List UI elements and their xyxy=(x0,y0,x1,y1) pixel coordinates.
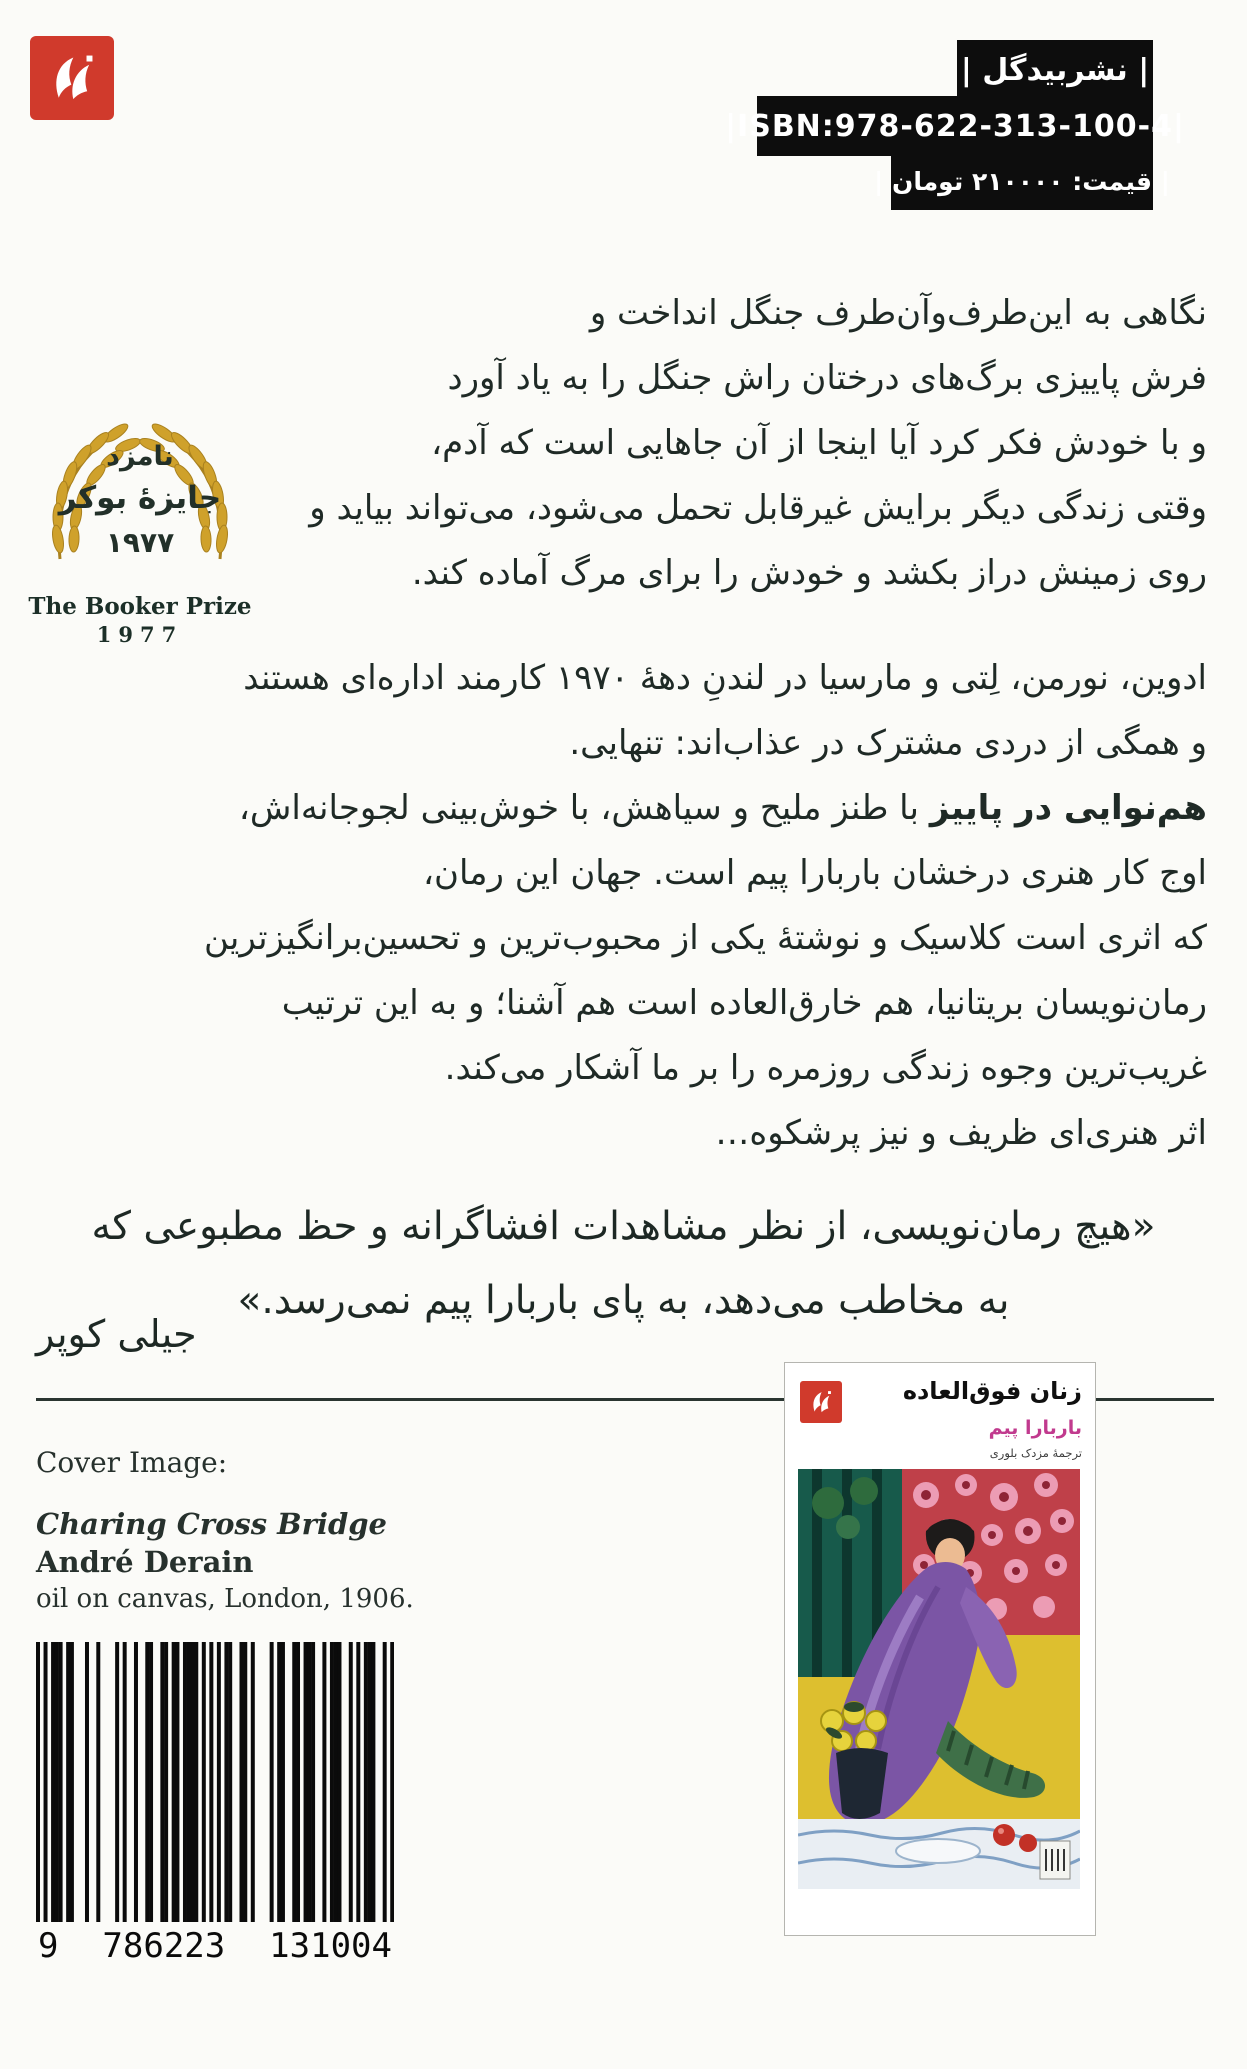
quote-line: «هیچ رمان‌نویسی، از نظر مشاهدات افشاگرانه و حظ مطبوعی که xyxy=(91,1204,1156,1249)
credit-label: Cover Image: xyxy=(36,1446,228,1479)
badge-year-fa-text: ۱۹۷۷ xyxy=(105,526,175,559)
cover-image-credit xyxy=(36,1446,414,1617)
blurb-text xyxy=(60,646,1207,1166)
book-title-bold: هم‌نوایی در پاییز xyxy=(929,788,1207,828)
badge-prize-fa-text: جایزهٔ بوکر xyxy=(58,480,222,516)
excerpt-line: فرش پاییزی برگ‌های درختان راش جنگل را به یاد آورد xyxy=(447,358,1207,398)
bidgol-bird-icon xyxy=(805,1386,837,1418)
credit-artist: André Derain xyxy=(36,1545,254,1579)
blurb-line: غریب‌ترین وجوه زندگی روزمره را بر ما آشکار می‌کند. xyxy=(444,1048,1207,1088)
excerpt-line: و با خودش فکر کرد آیا اینجا از آن جاهایی است که آدم، xyxy=(431,423,1207,463)
front-cover-header xyxy=(798,1377,1082,1460)
booker-prize-badge xyxy=(24,415,256,647)
blurb-line: اثر هنری‌ای ظریف و نیز پرشکوه… xyxy=(715,1113,1207,1153)
quote-line: به مخاطب می‌دهد، به پای باربارا پیم نمی‌رسد.» xyxy=(237,1278,1010,1323)
excerpt-line: روی زمینش دراز بکشد و خودش را برای مرگ آماده کند. xyxy=(411,553,1207,593)
badge-prize-en-text: The Booker Prize xyxy=(28,593,252,620)
credit-painting-title: Charing Cross Bridge xyxy=(36,1507,387,1541)
cover-painting xyxy=(798,1469,1080,1889)
price-box: | قیمت: ۲۱۰۰۰۰ تومان | xyxy=(891,152,1153,210)
blurb-line: اوج کار هنری درخشان باربارا پیم است. جهان این رمان، xyxy=(423,853,1207,893)
review-quote xyxy=(40,1190,1207,1338)
bidgol-bird-icon xyxy=(39,45,105,111)
quote-attribution: جیلی کوپر xyxy=(36,1312,197,1356)
blurb-line: ادوین، نورمن، لِتی و مارسیا در لندنِ دهۀ ۱۹۷۰ کارمند اداره‌ای هستند xyxy=(243,658,1207,698)
series-title: زنان فوق‌العاده xyxy=(902,1377,1082,1405)
badge-year-en-text: 1977 xyxy=(96,622,184,647)
publisher-logo-small xyxy=(800,1381,842,1423)
blurb-line: رمان‌نویسان بریتانیا، هم خارق‌العاده است هم آشنا؛ و به این ترتیب xyxy=(281,983,1207,1023)
blurb-line: و همگی از دردی مشترک در عذاب‌اند: تنهایی. xyxy=(569,723,1207,763)
badge-nominee-text: نامزد xyxy=(106,441,174,472)
barcode-digits: 9 786223 131004 xyxy=(38,1926,392,1966)
blurb-line: که اثری است کلاسیک و نوشتهٔ یکی از محبوب‌ترین و تحسین‌برانگیزترین xyxy=(204,918,1207,958)
translator-name: ترجمهٔ مزدک بلوری xyxy=(989,1446,1082,1460)
barcode xyxy=(36,1642,394,1966)
publisher-name-box: | نشربیدگل | xyxy=(957,40,1153,100)
publisher-logo xyxy=(30,36,114,120)
excerpt-line: وقتی زندگی دیگر برایش غیرقابل تحمل می‌شود، می‌تواند بیاید و xyxy=(309,488,1207,528)
credit-medium: oil on canvas, London, 1906. xyxy=(36,1584,414,1614)
barcode-bars xyxy=(36,1642,394,1922)
blurb-line: هم‌نوایی در پاییز با طنز ملیح و سیاهش، با خوش‌بینی لجوجانه‌اش، xyxy=(238,788,1207,828)
isbn-box: |ISBN:978-622-313-100-4| xyxy=(757,96,1153,156)
front-cover-thumbnail xyxy=(784,1362,1096,1936)
excerpt-text xyxy=(240,281,1207,606)
excerpt-line: نگاهی به این‌طرف‌وآن‌طرف جنگل انداخت و xyxy=(589,293,1207,333)
author-name: باربارا پیم xyxy=(988,1417,1082,1439)
